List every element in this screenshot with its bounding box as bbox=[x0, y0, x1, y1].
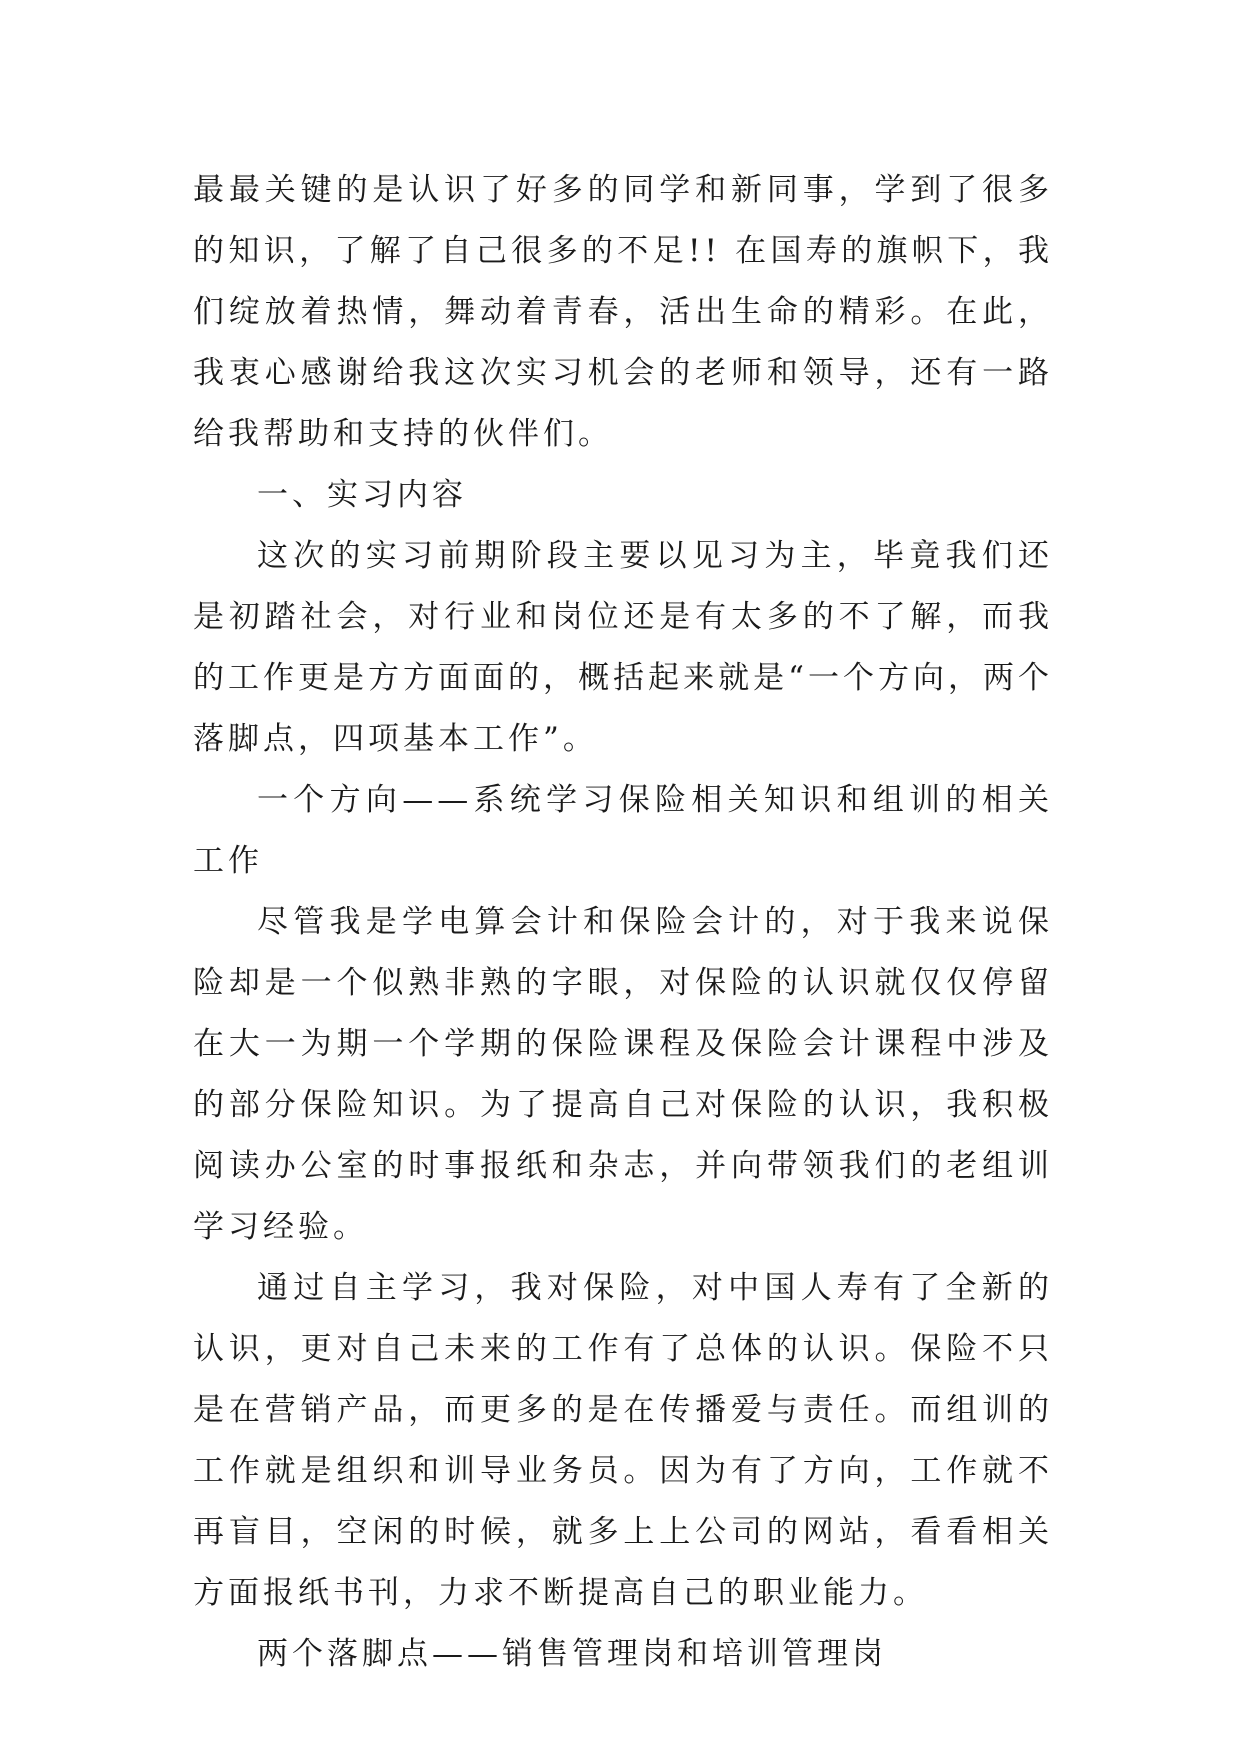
paragraph-continued: 最最关键的是认识了好多的同学和新同事，学到了很多的知识，了解了自己很多的不足!! 在国寿的旗帜下，我们绽放着热情，舞动着青春，活出生命的精彩。在此，我衷心感谢给我这次实习机会的老师和领导，还有一路给我帮助和支持的伙伴们。 bbox=[193, 172, 1053, 452]
paragraph-self-study: 通过自主学习，我对保险，对中国人寿有了全新的认识，更对自己未来的工作有了总体的认识。保险不只是在营销产品，而更多的是在传播爱与责任。而组训的工作就是组织和训导业务员。因为有了方向，工作就不再盲目，空闲的时候，就多上上公司的网站，看看相关方面报纸书刊，力求不断提高自己的职业能力。 bbox=[193, 1270, 1053, 1611]
subheading-one-direction: 一个方向——系统学习保险相关知识和组训的相关工作 bbox=[193, 782, 1053, 879]
paragraph-overview: 这次的实习前期阶段主要以见习为主，毕竟我们还是初踏社会，对行业和岗位还是有太多的不了解，而我的工作更是方方面面的，概括起来就是“一个方向，两个落脚点，四项基本工作”。 bbox=[193, 538, 1053, 757]
document-body bbox=[193, 160, 1053, 1685]
section-heading-internship-content: 一、实习内容 bbox=[257, 477, 467, 513]
subheading-two-foothold-points: 两个落脚点——销售管理岗和培训管理岗 bbox=[257, 1636, 887, 1672]
paragraph-learning-background: 尽管我是学电算会计和保险会计的，对于我来说保险却是一个似熟非熟的字眼，对保险的认识就仅仅停留在大一为期一个学期的保险课程及保险会计课程中涉及的部分保险知识。为了提高自己对保险的认识，我积极阅读办公室的时事报纸和杂志，并向带领我们的老组训学习经验。 bbox=[193, 904, 1053, 1245]
